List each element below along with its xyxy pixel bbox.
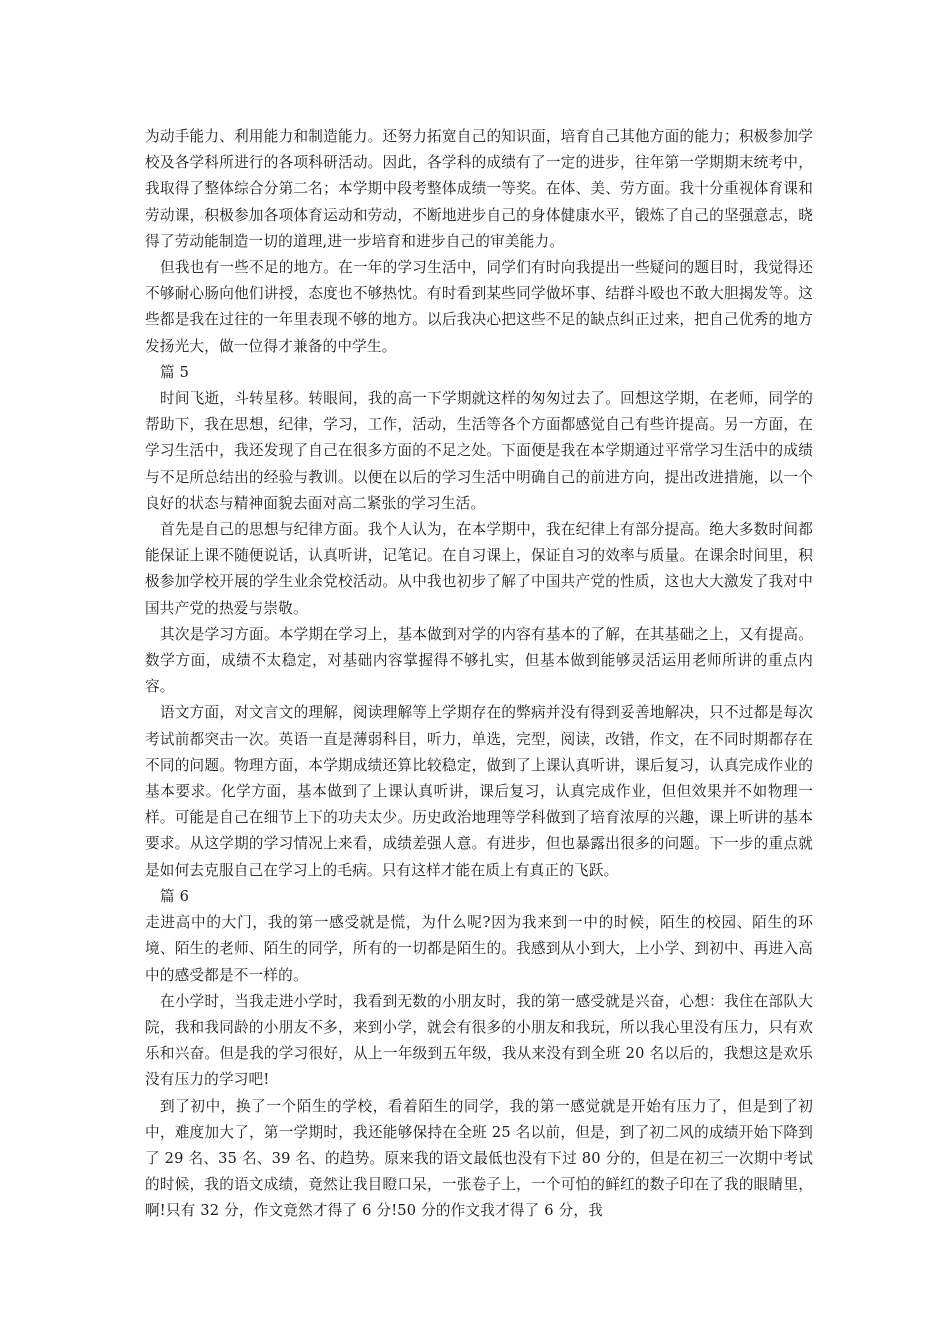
- section-heading: 篇 6: [160, 887, 190, 905]
- paragraph: 语文方面，对文言文的理解，阅读理解等上学期存在的弊病并没有得到妥善地解决，只不过都是每次考试前都突击一次。英语一直是薄弱科目，听力，单选，完型，阅读，改错，作文，在不同时期都存在不同的问题。物理方面，本学期成绩还算比较稳定，做到了上课认真听讲，课后复习，认真完成作业的基本要求。化学方面，基本做到了上课认真听讲，课后复习，认真完成作业，但但效果并不如物理一样。可能是自己在细节上下的功夫太少。历史政治地理等学科做到了培育浓厚的兴趣，课上听讲的基本要求。从这学期的学习情况上来看，成绩差强人意。有进步，但也暴露出很多的问题。下一步的重点就是如何去克服自己在学习上的毛病。只有这样才能在质上有真正的飞跃。: [145, 704, 813, 879]
- paragraph: 为动手能力、利用能力和制造能力。还努力拓宽自己的知识面，培育自己其他方面的能力；积极参加学校及各学科所进行的各项科研活动。因此，各学科的成绩有了一定的进步，往年第一学期期末统考中，我取得了整体综合分第二名；本学期中段考整体成绩一等奖。在体、美、劳方面。我十分重视体育课和劳动课，积极参加各项体育运动和劳动，不断地进步自己的身体健康水平，锻炼了自己的坚强意志，晓得了劳动能制造一切的道理,进一步培育和进步自己的审美能力。: [145, 128, 813, 250]
- paragraph: 走进高中的大门，我的第一感受就是慌，为什么呢?因为我来到一中的时候，陌生的校园、陌生的环境、陌生的老师、陌生的同学，所有的一切都是陌生的。我感到从小到大，上小学、到初中、再进入高中的感受都是不一样的。: [145, 914, 813, 984]
- paragraph: 其次是学习方面。本学期在学习上，基本做到对学的内容有基本的了解，在其基础之上，又有提高。数学方面，成绩不太稳定，对基础内容掌握得不够扎实，但基本做到能够灵活运用老师所讲的重点内容。: [145, 625, 813, 696]
- paragraph: 但我也有一些不足的地方。在一年的学习生活中，同学们有时向我提出一些疑问的题目时，我觉得还不够耐心肠向他们讲授，态度也不够热忱。有时看到某些同学做坏事、结群斗殴也不敢大胆揭发等。这些都是我在过往的一年里表现不够的地方。以后我决心把这些不足的缺点纠正过来，把自己优秀的地方发扬光大，做一位得才兼备的中学生。: [145, 259, 813, 355]
- document-body: [145, 124, 813, 1225]
- paragraph: 在小学时，当我走进小学时，我看到无数的小朋友时，我的第一感受就是兴奋，心想：我住在部队大院，我和我同龄的小朋友不多，来到小学，就会有很多的小朋友和我玩，所以我心里没有压力，只有欢乐和兴奋。但是我的学习很好，从上一年级到五年级，我从来没有到全班 20 名以后的，我想这是欢乐没有压力的学习吧!: [145, 992, 813, 1089]
- section-heading: 篇 5: [160, 363, 190, 381]
- paragraph: 时间飞逝，斗转星移。转眼间，我的高一下学期就这样的匆匆过去了。回想这学期，在老师，同学的帮助下，我在思想，纪律，学习，工作，活动，生活等各个方面都感觉自己有些许提高。另一方面，在学习生活中，我还发现了自己在很多方面的不足之处。下面便是我在本学期通过平常学习生活中的成绩与不足所总结出的经验与教训。以便在以后的学习生活中明确自己的前进方向，提出改进措施，以一个良好的状态与精神面貌去面对高二紧张的学习生活。: [145, 390, 813, 512]
- paragraph: 到了初中，换了一个陌生的学校，看着陌生的同学，我的第一感觉就是开始有压力了，但是到了初中，难度加大了，第一学期时，我还能够保持在全班 25 名以前，但是，到了初二风的成绩开始下降到了 29 名、35 名、39 名、的趋势。原来我的语文最低也没有下过 80 分的，但是在初三一次期中考试的时候，我的语文成绩，竟然让我目瞪口呆，一张卷子上，一个可怕的鲜红的数子印在了我的眼睛里，啊!只有 32 分，作文竟然才得了 6 分!50 分的作文我才得了 6 分，我: [145, 1097, 813, 1220]
- paragraph: 首先是自己的思想与纪律方面。我个人认为，在本学期中，我在纪律上有部分提高。绝大多数时间都能保证上课不随便说话，认真听讲，记笔记。在自习课上，保证自习的效率与质量。在课余时间里，积极参加学校开展的学生业余党校活动。从中我也初步了解了中国共产党的性质，这也大大激发了我对中国共产党的热爱与崇敬。: [145, 521, 813, 617]
